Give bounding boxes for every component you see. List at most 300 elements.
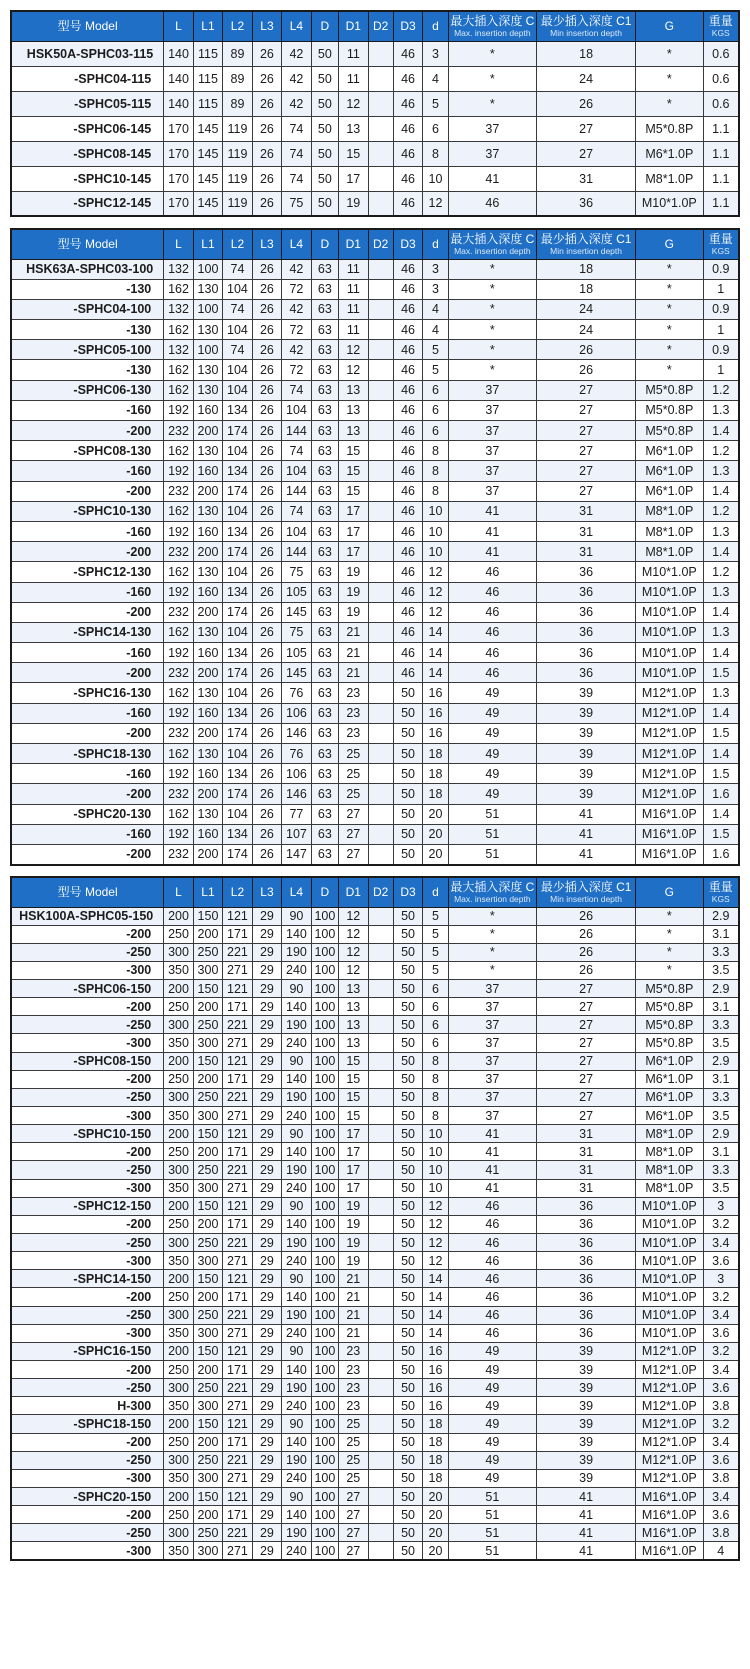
table-row	[11, 521, 739, 541]
cell-d: 100	[311, 1215, 338, 1233]
cell-l1: 150	[193, 907, 222, 925]
cell-l2: 74	[223, 259, 252, 279]
col-d: D	[311, 11, 338, 41]
cell-min-depth: 36	[537, 1324, 636, 1342]
cell-min-depth: 41	[537, 844, 636, 864]
cell-thread-g: M16*1.0P	[636, 804, 703, 824]
col-max-depth	[448, 229, 536, 259]
cell-d: 100	[311, 943, 338, 961]
cell-max-depth: 37	[448, 980, 536, 998]
cell-thread-g: M8*1.0P	[636, 501, 703, 521]
cell-l4: 240	[282, 1324, 311, 1342]
cell-l4: 240	[282, 1542, 311, 1560]
cell-d: 63	[311, 703, 338, 723]
cell-d2	[368, 582, 393, 602]
cell-l1: 130	[193, 744, 222, 764]
cell-min-depth: 27	[537, 1070, 636, 1088]
cell-model: -300	[11, 1179, 164, 1197]
cell-l4: 90	[282, 1052, 311, 1070]
table-row	[11, 320, 739, 340]
cell-l4: 77	[282, 804, 311, 824]
cell-thread-g: M8*1.0P	[636, 1143, 703, 1161]
cell-d3: 50	[393, 1324, 422, 1342]
cell-l2: 171	[223, 1215, 252, 1233]
cell-weight: 1.5	[703, 663, 739, 683]
cell-d3: 50	[393, 1234, 422, 1252]
cell-model: -160	[11, 764, 164, 784]
cell-d-small: 5	[423, 91, 448, 116]
cell-l3: 26	[252, 279, 281, 299]
cell-d: 63	[311, 804, 338, 824]
cell-d-small: 5	[423, 340, 448, 360]
cell-model: -300	[11, 1034, 164, 1052]
cell-l: 250	[164, 1215, 193, 1233]
cell-d1: 13	[339, 1034, 368, 1052]
cell-l2: 89	[223, 41, 252, 66]
cell-model: -200	[11, 1070, 164, 1088]
cell-model: -160	[11, 824, 164, 844]
cell-d: 50	[311, 141, 338, 166]
cell-min-depth: 18	[537, 279, 636, 299]
cell-thread-g: M5*0.8P	[636, 998, 703, 1016]
cell-model: -SPHC12-145	[11, 191, 164, 216]
cell-l3: 29	[252, 1469, 281, 1487]
cell-d: 100	[311, 1397, 338, 1415]
table-row	[11, 980, 739, 998]
cell-min-depth: 27	[537, 141, 636, 166]
cell-min-depth: 27	[537, 1016, 636, 1034]
cell-max-depth: 37	[448, 1088, 536, 1106]
cell-d: 63	[311, 360, 338, 380]
cell-l3: 26	[252, 582, 281, 602]
cell-thread-g: M6*1.0P	[636, 141, 703, 166]
cell-l: 300	[164, 1451, 193, 1469]
cell-l1: 145	[193, 116, 222, 141]
cell-min-depth: 39	[537, 703, 636, 723]
cell-l4: 190	[282, 943, 311, 961]
cell-d1: 27	[339, 824, 368, 844]
cell-d3: 46	[393, 542, 422, 562]
cell-l: 192	[164, 521, 193, 541]
cell-l3: 29	[252, 1506, 281, 1524]
cell-d2	[368, 1234, 393, 1252]
table-row	[11, 943, 739, 961]
cell-d-small: 3	[423, 259, 448, 279]
cell-l1: 150	[193, 1125, 222, 1143]
cell-l: 192	[164, 400, 193, 420]
table-row	[11, 1215, 739, 1233]
cell-l2: 134	[223, 400, 252, 420]
cell-max-depth: 46	[448, 663, 536, 683]
col-l3: L3	[252, 11, 281, 41]
cell-d2	[368, 1197, 393, 1215]
cell-l4: 144	[282, 542, 311, 562]
cell-l2: 74	[223, 299, 252, 319]
col-d2: D2	[368, 11, 393, 41]
cell-l1: 115	[193, 41, 222, 66]
cell-l1: 250	[193, 1088, 222, 1106]
cell-l1: 250	[193, 1016, 222, 1034]
cell-l4: 240	[282, 1179, 311, 1197]
cell-weight: 3.1	[703, 925, 739, 943]
cell-weight: 1.4	[703, 542, 739, 562]
cell-max-depth: 49	[448, 784, 536, 804]
cell-min-depth: 27	[537, 980, 636, 998]
cell-min-depth: 39	[537, 1433, 636, 1451]
cell-d1: 15	[339, 441, 368, 461]
cell-d2	[368, 602, 393, 622]
cell-l2: 104	[223, 804, 252, 824]
cell-l4: 190	[282, 1088, 311, 1106]
cell-min-depth: 39	[537, 1361, 636, 1379]
cell-l1: 130	[193, 622, 222, 642]
cell-l3: 29	[252, 1361, 281, 1379]
cell-l3: 26	[252, 643, 281, 663]
cell-d2	[368, 66, 393, 91]
cell-model: -SPHC04-115	[11, 66, 164, 91]
cell-l1: 200	[193, 421, 222, 441]
table-row	[11, 1088, 739, 1106]
cell-weight: 0.9	[703, 340, 739, 360]
col-d1: D1	[339, 229, 368, 259]
cell-d2	[368, 622, 393, 642]
cell-l4: 190	[282, 1306, 311, 1324]
cell-thread-g: M5*0.8P	[636, 1016, 703, 1034]
cell-d3: 46	[393, 602, 422, 622]
cell-d: 63	[311, 279, 338, 299]
col-d-small: d	[423, 877, 448, 907]
spec-table-1	[10, 10, 740, 217]
cell-weight: 3.3	[703, 943, 739, 961]
cell-weight: 1.4	[703, 643, 739, 663]
cell-min-depth: 36	[537, 562, 636, 582]
cell-model: -200	[11, 1215, 164, 1233]
cell-d2	[368, 1451, 393, 1469]
cell-d3: 50	[393, 1070, 422, 1088]
cell-thread-g: M10*1.0P	[636, 1252, 703, 1270]
cell-weight: 1.1	[703, 141, 739, 166]
cell-d: 63	[311, 259, 338, 279]
cell-d-small: 12	[423, 1234, 448, 1252]
cell-d3: 50	[393, 1252, 422, 1270]
cell-l4: 42	[282, 340, 311, 360]
cell-d1: 23	[339, 1397, 368, 1415]
cell-l: 132	[164, 259, 193, 279]
cell-max-depth: *	[448, 299, 536, 319]
cell-weight: 1	[703, 320, 739, 340]
cell-weight: 3.8	[703, 1397, 739, 1415]
cell-d1: 11	[339, 320, 368, 340]
cell-l: 162	[164, 744, 193, 764]
cell-thread-g: *	[636, 907, 703, 925]
cell-model: -SPHC08-130	[11, 441, 164, 461]
cell-max-depth: 51	[448, 844, 536, 864]
cell-d2	[368, 1143, 393, 1161]
cell-d1: 13	[339, 421, 368, 441]
col-d: D	[311, 877, 338, 907]
cell-thread-g: M5*0.8P	[636, 380, 703, 400]
cell-max-depth: 49	[448, 744, 536, 764]
cell-max-depth: 46	[448, 1324, 536, 1342]
cell-l3: 29	[252, 1016, 281, 1034]
cell-l1: 150	[193, 980, 222, 998]
cell-l: 232	[164, 481, 193, 501]
cell-min-depth: 27	[537, 461, 636, 481]
cell-l4: 190	[282, 1379, 311, 1397]
cell-l4: 190	[282, 1451, 311, 1469]
cell-l1: 145	[193, 166, 222, 191]
cell-d3: 50	[393, 1342, 422, 1360]
cell-d3: 50	[393, 907, 422, 925]
cell-max-depth: 46	[448, 1234, 536, 1252]
cell-l3: 29	[252, 1143, 281, 1161]
cell-l3: 26	[252, 461, 281, 481]
cell-l1: 250	[193, 943, 222, 961]
cell-l4: 240	[282, 1034, 311, 1052]
cell-l1: 150	[193, 1488, 222, 1506]
cell-l1: 130	[193, 320, 222, 340]
cell-l: 200	[164, 1270, 193, 1288]
cell-l: 350	[164, 1397, 193, 1415]
cell-l4: 140	[282, 1506, 311, 1524]
cell-l4: 90	[282, 1488, 311, 1506]
cell-l2: 104	[223, 501, 252, 521]
cell-l3: 29	[252, 1034, 281, 1052]
cell-l1: 160	[193, 764, 222, 784]
cell-d2	[368, 1379, 393, 1397]
cell-l: 162	[164, 501, 193, 521]
table-row	[11, 1143, 739, 1161]
cell-l1: 200	[193, 925, 222, 943]
cell-l: 250	[164, 1143, 193, 1161]
cell-d1: 19	[339, 582, 368, 602]
cell-weight: 1.4	[703, 421, 739, 441]
cell-d3: 50	[393, 998, 422, 1016]
cell-l3: 29	[252, 998, 281, 1016]
cell-l1: 300	[193, 1542, 222, 1560]
cell-min-depth: 36	[537, 643, 636, 663]
cell-thread-g: M10*1.0P	[636, 582, 703, 602]
table-row	[11, 1125, 739, 1143]
col-l4: L4	[282, 877, 311, 907]
cell-l1: 115	[193, 91, 222, 116]
cell-max-depth: 41	[448, 166, 536, 191]
cell-l2: 104	[223, 744, 252, 764]
cell-min-depth: 36	[537, 1215, 636, 1233]
cell-d2	[368, 683, 393, 703]
col-max-depth-en: Max. insertion depth	[454, 893, 531, 904]
cell-l1: 130	[193, 441, 222, 461]
cell-d-small: 18	[423, 1469, 448, 1487]
cell-thread-g: *	[636, 961, 703, 979]
cell-d1: 21	[339, 643, 368, 663]
cell-d-small: 8	[423, 141, 448, 166]
cell-l: 300	[164, 1161, 193, 1179]
cell-l3: 29	[252, 1415, 281, 1433]
col-weight	[703, 11, 739, 41]
cell-d3: 46	[393, 259, 422, 279]
cell-l1: 200	[193, 602, 222, 622]
cell-l1: 250	[193, 1451, 222, 1469]
cell-d-small: 18	[423, 744, 448, 764]
cell-l1: 300	[193, 1324, 222, 1342]
cell-weight: 3.6	[703, 1451, 739, 1469]
table-row	[11, 683, 739, 703]
cell-l2: 121	[223, 1488, 252, 1506]
cell-d1: 13	[339, 1016, 368, 1034]
cell-l2: 134	[223, 703, 252, 723]
cell-d: 100	[311, 1197, 338, 1215]
cell-d: 100	[311, 1252, 338, 1270]
cell-d: 50	[311, 91, 338, 116]
cell-l3: 29	[252, 1125, 281, 1143]
cell-model: -200	[11, 1361, 164, 1379]
cell-l2: 174	[223, 481, 252, 501]
cell-l4: 75	[282, 562, 311, 582]
cell-l4: 72	[282, 320, 311, 340]
cell-l2: 74	[223, 340, 252, 360]
cell-model: -200	[11, 1288, 164, 1306]
cell-l2: 121	[223, 1342, 252, 1360]
col-model: 型号 Model	[11, 877, 164, 907]
cell-l4: 144	[282, 421, 311, 441]
cell-d2	[368, 421, 393, 441]
cell-d2	[368, 844, 393, 864]
col-d-small: d	[423, 229, 448, 259]
cell-l4: 140	[282, 925, 311, 943]
cell-d1: 13	[339, 116, 368, 141]
cell-max-depth: *	[448, 943, 536, 961]
cell-max-depth: 41	[448, 501, 536, 521]
cell-d2	[368, 1524, 393, 1542]
cell-weight: 1.3	[703, 622, 739, 642]
table-row	[11, 1234, 739, 1252]
cell-l4: 190	[282, 1524, 311, 1542]
cell-d3: 50	[393, 1524, 422, 1542]
col-weight-cn: 重量	[708, 231, 733, 246]
cell-l3: 26	[252, 441, 281, 461]
cell-l1: 130	[193, 360, 222, 380]
cell-model: -200	[11, 1143, 164, 1161]
cell-d1: 13	[339, 998, 368, 1016]
cell-l2: 89	[223, 66, 252, 91]
cell-d2	[368, 400, 393, 420]
cell-model: -SPHC05-115	[11, 91, 164, 116]
cell-max-depth: 37	[448, 380, 536, 400]
cell-l1: 100	[193, 340, 222, 360]
cell-l3: 26	[252, 824, 281, 844]
col-min-depth-cn: 最少插入深度 C1	[540, 879, 632, 894]
cell-d: 100	[311, 1324, 338, 1342]
cell-l4: 42	[282, 91, 311, 116]
col-weight	[703, 229, 739, 259]
cell-d3: 50	[393, 1397, 422, 1415]
table-row	[11, 1052, 739, 1070]
cell-d1: 21	[339, 1270, 368, 1288]
cell-min-depth: 36	[537, 1234, 636, 1252]
cell-d1: 19	[339, 602, 368, 622]
cell-d: 63	[311, 844, 338, 864]
cell-d: 50	[311, 166, 338, 191]
cell-max-depth: 37	[448, 481, 536, 501]
cell-d: 63	[311, 663, 338, 683]
cell-min-depth: 27	[537, 1034, 636, 1052]
cell-l3: 26	[252, 804, 281, 824]
table-row	[11, 191, 739, 216]
col-thread-g: G	[636, 877, 703, 907]
cell-max-depth: *	[448, 961, 536, 979]
cell-l2: 271	[223, 1469, 252, 1487]
cell-thread-g: M10*1.0P	[636, 562, 703, 582]
cell-d: 63	[311, 683, 338, 703]
cell-thread-g: M16*1.0P	[636, 1488, 703, 1506]
cell-d: 100	[311, 1070, 338, 1088]
cell-d1: 23	[339, 683, 368, 703]
cell-d-small: 10	[423, 1143, 448, 1161]
cell-d: 100	[311, 1234, 338, 1252]
cell-min-depth: 27	[537, 481, 636, 501]
cell-d-small: 3	[423, 279, 448, 299]
col-l1: L1	[193, 11, 222, 41]
cell-max-depth: 51	[448, 804, 536, 824]
cell-max-depth: 49	[448, 703, 536, 723]
cell-l: 200	[164, 907, 193, 925]
cell-d1: 25	[339, 764, 368, 784]
cell-l1: 300	[193, 1179, 222, 1197]
cell-l: 232	[164, 602, 193, 622]
cell-d: 63	[311, 784, 338, 804]
header-row	[11, 229, 739, 259]
cell-d-small: 8	[423, 1070, 448, 1088]
cell-l3: 26	[252, 562, 281, 582]
cell-min-depth: 24	[537, 320, 636, 340]
cell-weight: 1.1	[703, 166, 739, 191]
cell-l2: 171	[223, 1361, 252, 1379]
cell-l1: 250	[193, 1524, 222, 1542]
cell-l2: 134	[223, 643, 252, 663]
cell-l: 200	[164, 1415, 193, 1433]
cell-weight: 1.6	[703, 784, 739, 804]
cell-l2: 174	[223, 723, 252, 743]
cell-l3: 29	[252, 1397, 281, 1415]
cell-d-small: 6	[423, 1034, 448, 1052]
cell-l3: 26	[252, 421, 281, 441]
cell-min-depth: 31	[537, 1179, 636, 1197]
cell-d-small: 16	[423, 683, 448, 703]
cell-d2	[368, 360, 393, 380]
cell-l2: 171	[223, 1288, 252, 1306]
cell-l4: 90	[282, 1415, 311, 1433]
cell-model: -250	[11, 1451, 164, 1469]
cell-d-small: 18	[423, 764, 448, 784]
cell-d1: 23	[339, 1379, 368, 1397]
cell-l: 170	[164, 141, 193, 166]
cell-l1: 160	[193, 643, 222, 663]
cell-min-depth: 27	[537, 116, 636, 141]
cell-l: 300	[164, 1016, 193, 1034]
cell-d-small: 8	[423, 1107, 448, 1125]
cell-min-depth: 26	[537, 91, 636, 116]
cell-l: 300	[164, 1306, 193, 1324]
col-max-depth	[448, 877, 536, 907]
cell-l: 192	[164, 703, 193, 723]
cell-d: 100	[311, 1433, 338, 1451]
cell-min-depth: 39	[537, 784, 636, 804]
cell-model: -SPHC10-130	[11, 501, 164, 521]
cell-l4: 140	[282, 1288, 311, 1306]
cell-max-depth: 46	[448, 602, 536, 622]
cell-model: -200	[11, 998, 164, 1016]
